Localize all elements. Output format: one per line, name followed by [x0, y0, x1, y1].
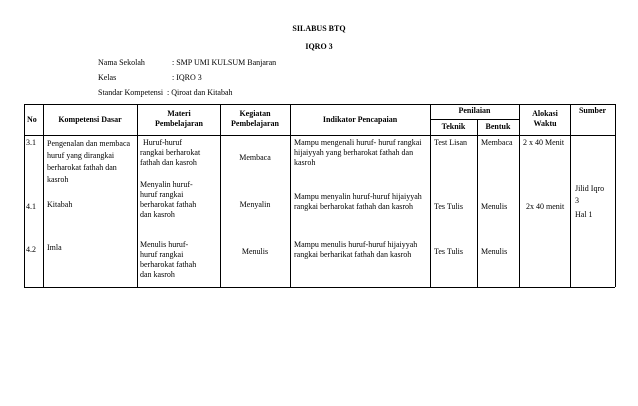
row3-indikator: Mampu menulis huruf-huruf hijaiyyah rangkai berharikat fathah dan kasroh [294, 240, 418, 259]
row2-kompetensi: Kitabah [47, 200, 73, 209]
row3-no: 4.2 [26, 245, 36, 254]
col-line-3 [220, 104, 221, 287]
col-line-4 [290, 104, 291, 287]
table-border-right [615, 104, 616, 287]
row1-kegiatan: Membaca [239, 153, 271, 162]
row3-kegiatan: Menulis [241, 247, 269, 256]
row1-no: 3.1 [26, 138, 36, 147]
header-alokasi: Alokasi Waktu [532, 109, 558, 128]
col-line-7 [519, 104, 520, 287]
header-penilaian: Penilaian [458, 106, 491, 115]
header-no: No [27, 115, 37, 124]
sumber-line-3: Hal 1 [575, 210, 593, 219]
col-line-6 [477, 119, 478, 287]
row2-alokasi: 2x 40 menit [526, 202, 565, 211]
row1-indikator: Mampu mengenali huruf- huruf rangkai hijaiyyah yang berharokat fathah dan kasroh [294, 138, 422, 167]
header-kompetensi: Kompetensi Dasar [58, 115, 122, 124]
row3-materi: Menulis huruf-huruf rangkai berharokat fathah dan kasroh [140, 240, 197, 279]
row2-materi: Menyalin huruf-huruf rangkai berharokat fathah dan kasroh [140, 180, 197, 219]
row2-kegiatan: Menyalin [239, 200, 271, 209]
header-materi: Materi Pembelajaran [155, 109, 203, 128]
row2-teknik: Tes Tulis [434, 202, 464, 211]
row2-no: 4.1 [26, 202, 36, 211]
col-line-2 [137, 104, 138, 287]
table-border-bottom [24, 287, 615, 288]
info-value-school: : SMP UMI KULSUM Banjaran [172, 58, 277, 67]
sumber-line-2: 3 [575, 196, 579, 205]
header-sumber: Sumber [578, 106, 607, 115]
info-label-school: Nama Sekolah [98, 58, 145, 67]
row1-materi: Huruf-huruf rangkai berharokat fathah dan kasroh [140, 138, 201, 167]
table-header-bottom [24, 135, 615, 136]
info-label-standard: Standar Kompetensi [98, 88, 164, 97]
header-kegiatan: Kegiatan Pembelajaran [231, 109, 279, 128]
row3-bentuk: Menulis [481, 247, 508, 256]
info-value-class: : IQRO 3 [172, 73, 202, 82]
row1-bentuk: Membaca [481, 138, 513, 147]
row2-bentuk: Menulis [481, 202, 508, 211]
row3-kompetensi: Imla [47, 243, 62, 252]
table-border-top [24, 104, 615, 105]
row1-kompetensi: Pengenalan dan membaca huruf yang dirangkai berharokat fathah dan kasroh [47, 139, 131, 184]
row2-indikator: Mampu menyalin huruf-huruf hijaiyyah rangkai berharokat fathah dan kasroh [294, 192, 422, 211]
header-bentuk: Bentuk [485, 122, 511, 131]
info-label-class: Kelas [98, 73, 117, 82]
row1-teknik: Test Lisan [434, 138, 467, 147]
header-indikator: Indikator Pencapaian [322, 115, 398, 124]
header-teknik: Teknik [441, 122, 466, 131]
table-subheader-line [430, 119, 519, 120]
col-line-1 [43, 104, 44, 287]
table-border-left [24, 104, 25, 287]
page-title: SILABUS BTQ [292, 24, 346, 33]
row3-teknik: Tes Tulis [434, 247, 464, 256]
info-value-standard: : Qiroat dan Kitabah [167, 88, 233, 97]
page-subtitle: IQRO 3 [305, 42, 333, 51]
sumber-line-1: Jilid Iqro [575, 184, 605, 193]
col-line-8 [570, 104, 571, 287]
row1-alokasi: 2 x 40 Menit [523, 138, 565, 147]
